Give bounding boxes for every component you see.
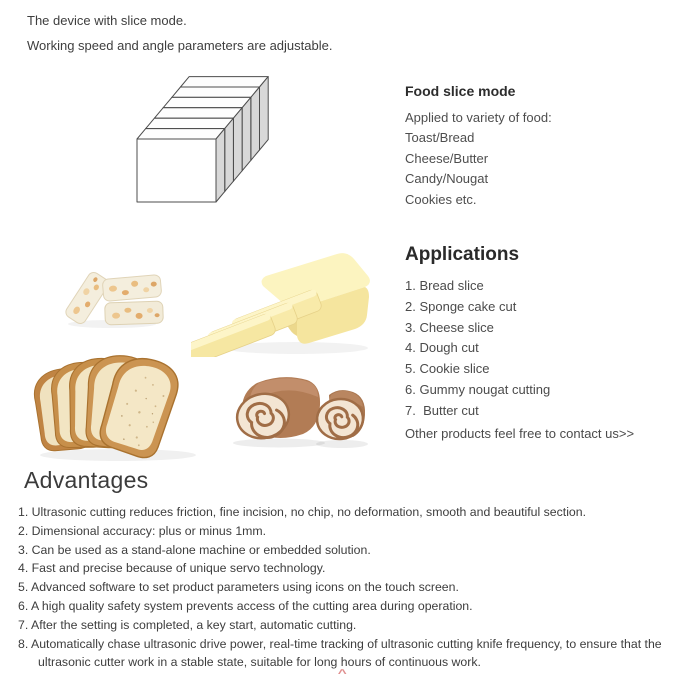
application-item: 6. Gummy nougat cutting	[405, 381, 551, 397]
butter-slices-image	[191, 249, 373, 357]
food-slice-mode-title: Food slice mode	[405, 83, 516, 99]
food-mode-item: Toast/Bread	[405, 130, 475, 146]
intro-line-1: The device with slice mode.	[27, 13, 187, 28]
advantage-item: 7. After the setting is completed, a key start, automatic cutting.	[18, 617, 357, 632]
advantage-item: 8. Automatically chase ultrasonic drive power, real-time tracking of ultrasonic cutting knife frequency, to ensure that the	[18, 636, 662, 651]
advantage-item: 3. Can be used as a stand-alone machine or embedded solution.	[18, 542, 371, 557]
food-slice-mode-section	[405, 83, 675, 210]
advantage-item: 6. A high quality safety system prevents access of the cutting area during operation.	[18, 598, 473, 613]
food-mode-item: Cookies etc.	[405, 191, 477, 207]
application-item: 5. Cookie slice	[405, 361, 490, 377]
applications-title: Applications	[405, 244, 520, 265]
applications-section	[405, 244, 685, 444]
advantages-section	[18, 466, 676, 672]
nougat-bars-image	[62, 264, 167, 329]
intro-line-2: Working speed and angle parameters are adjustable.	[27, 38, 333, 53]
swiss-rolls-image	[227, 371, 370, 451]
application-item: 4. Dough cut	[405, 340, 479, 356]
advantage-item: 2. Dimensional accuracy: plus or minus 1mm.	[18, 523, 267, 538]
bread-slices-image	[33, 347, 208, 462]
advantage-item: 1. Ultrasonic cutting reduces friction, fine incision, no chip, no deformation, smooth and beautiful section.	[18, 505, 587, 519]
advantages-title: Advantages	[24, 467, 149, 493]
food-mode-item: Candy/Nougat	[405, 171, 489, 187]
application-item: 7. Butter cut	[405, 402, 479, 418]
advantage-item-continuation: ultrasonic cutter work in a stable state, suitable for long hours of continuous work.	[38, 655, 481, 670]
advantage-item: 5. Advanced software to set product parameters using icons on the touch screen.	[18, 580, 459, 595]
food-mode-item: Cheese/Butter	[405, 150, 489, 166]
application-item: 3. Cheese slice	[405, 319, 494, 335]
application-item: 1. Bread slice	[405, 278, 484, 293]
application-item: 2. Sponge cake cut	[405, 298, 517, 314]
sliced-block-diagram	[130, 70, 280, 212]
spellcheck-caret-mark: ^	[337, 668, 347, 680]
food-slice-mode-subtitle: Applied to variety of food:	[405, 110, 552, 125]
advantage-item: 4. Fast and precise because of unique servo technology.	[18, 561, 326, 576]
contact-us-link[interactable]: Other products feel free to contact us>>	[405, 425, 635, 441]
